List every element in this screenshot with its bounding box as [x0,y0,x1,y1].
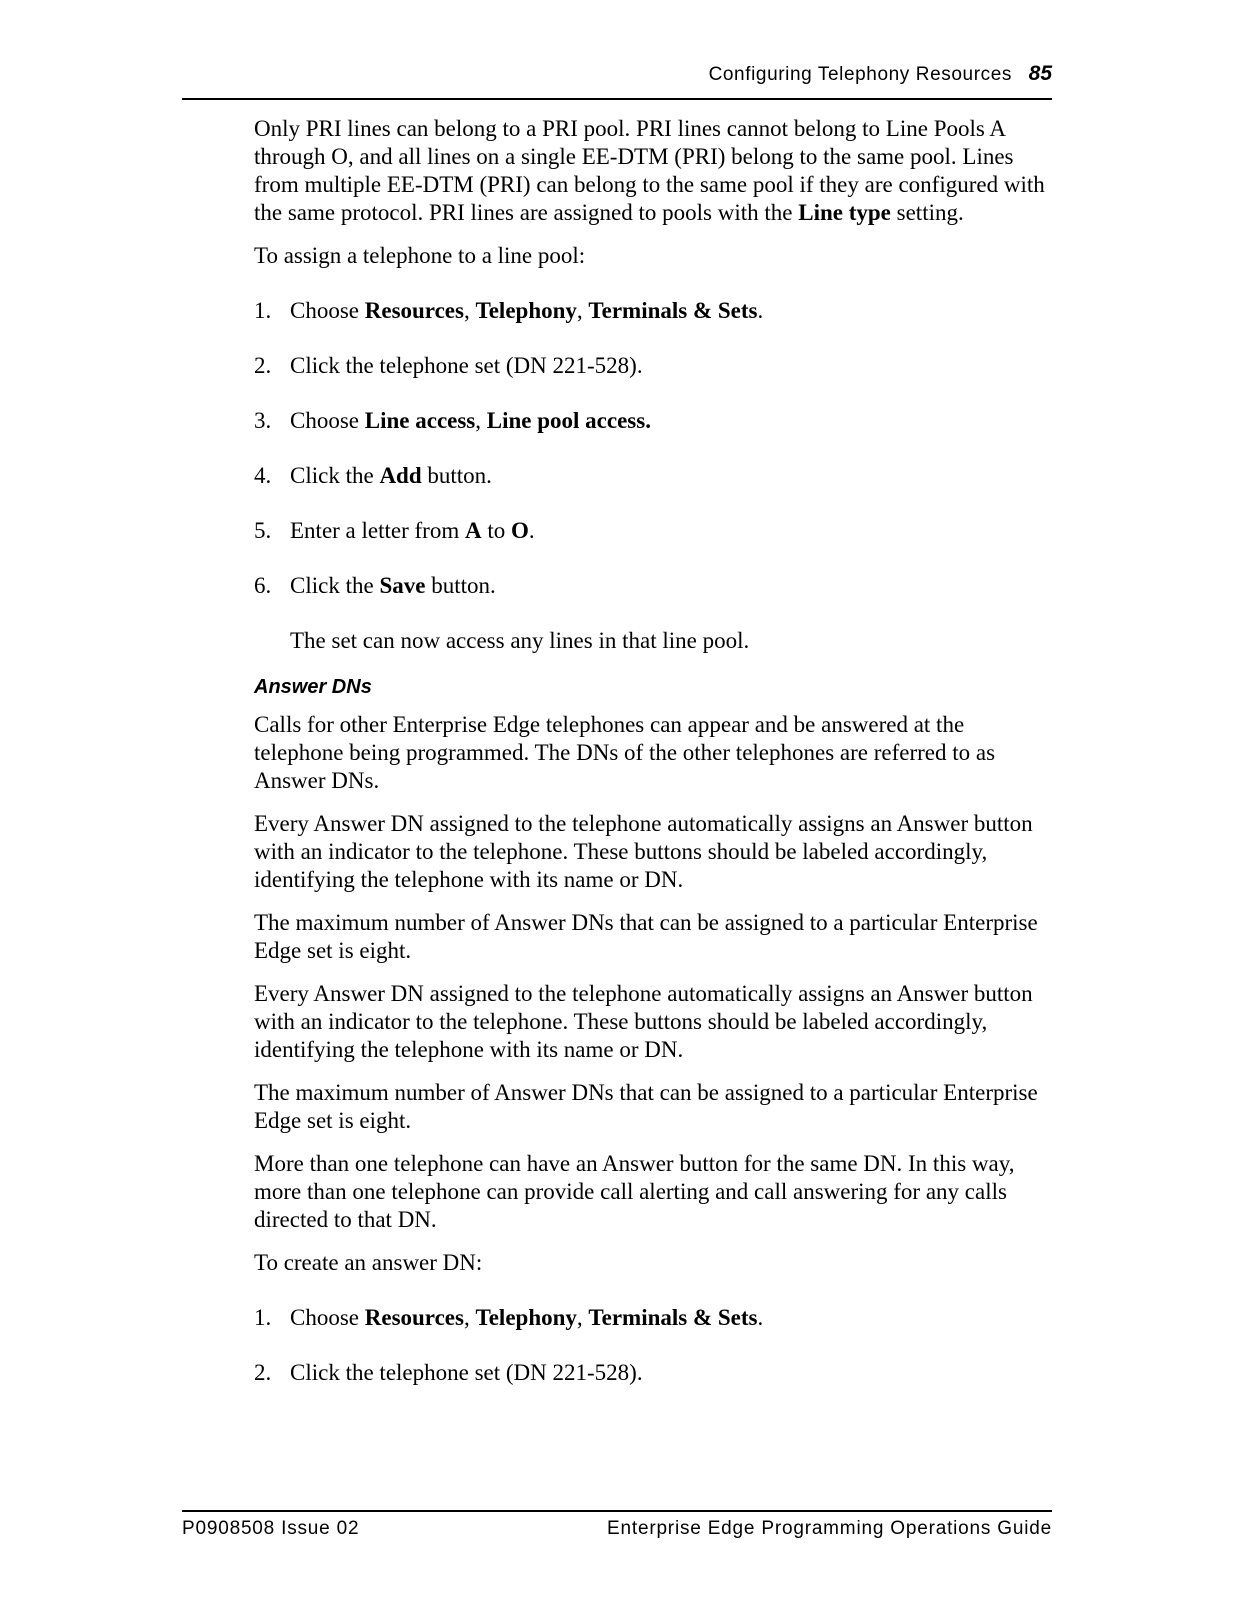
answer-dns-paragraph-3: The maximum number of Answer DNs that can be assigned to a particular Enterprise Edge set is eight. [254,910,1038,963]
menu-terminals-sets: Terminals & Sets [588,298,758,323]
document-title: Enterprise Edge Programming Operations Guide [607,1518,1052,1539]
separator: , [576,298,589,323]
menu-telephony: Telephony [475,298,577,323]
separator: , [475,408,487,433]
separator: , [463,298,476,323]
step-text [290,572,1054,600]
step-text: Click the telephone set (DN 221-528). [290,1360,643,1385]
step-text-part: button. [421,463,492,488]
menu-line-pool-access: Line pool access. [486,408,651,433]
menu-line-access: Line access [364,408,476,433]
menu-terminals-sets: Terminals & Sets [588,1305,758,1330]
step-number: 4. [254,463,272,488]
step-number: 1. [254,298,272,323]
answer-step-2 [254,1359,1054,1387]
step-text [290,407,1054,435]
step-number: 6. [254,573,272,598]
separator: , [463,1305,476,1330]
save-button-label: Save [379,573,426,598]
step-text-part: Choose [290,298,365,323]
step-text-part: Click the [290,573,380,598]
menu-resources: Resources [364,298,464,323]
step-6 [254,572,1054,600]
step-text [290,462,1054,490]
answer-dns-paragraph-6: More than one telephone can have an Answer button for the same DN. In this way, more than one telephone can provide call alerting and call answering for any calls directed to that DN. [254,1151,1015,1232]
answer-step-1 [254,1304,1054,1332]
step-3 [254,407,1054,435]
section-heading-answer-dns: Answer DNs [254,676,372,698]
letter-a: A [464,518,482,543]
menu-resources: Resources [364,1305,464,1330]
separator: , [576,1305,589,1330]
page-header [182,58,1052,100]
intro-paragraph [254,115,1054,227]
step-text [290,297,1054,325]
period: . [757,1305,764,1330]
answer-dns-lead-in: To create an answer DN: [254,1250,483,1275]
step-text-part: Click the [290,463,380,488]
answer-dns-paragraph-4: Every Answer DN assigned to the telephone automatically assigns an Answer button with an indicator to the telephone. These buttons should be labeled accordingly, identifying the telephone with its name or DN. [254,981,1033,1062]
assign-lead-in: To assign a telephone to a line pool: [254,243,586,268]
intro-bold-line-type: Line type [798,200,891,225]
step-text-part: Choose [290,408,365,433]
answer-dns-paragraph-1: Calls for other Enterprise Edge telephones can appear and be answered at the telephone being programmed. The DNs of the other telephones are referred to as Answer DNs. [254,712,996,793]
intro-text: Only PRI lines can belong to a PRI pool. PRI lines cannot belong to Line Pools A through O, and all lines on a single EE-DTM (PRI) belong to the same pool. Lines from multiple EE-DTM (PRI) can belong to the same pool if they are configured with the same protocol. PRI lines are assigned to pools with the [254,116,1045,225]
step-5 [254,517,1054,545]
intro-text-end: setting. [890,200,964,225]
answer-dns-paragraph-5: The maximum number of Answer DNs that can be assigned to a particular Enterprise Edge set is eight. [254,1080,1038,1133]
menu-telephony: Telephony [475,1305,577,1330]
page-content [254,115,1054,1414]
document-id: P0908508 Issue 02 [182,1518,360,1539]
step-4 [254,462,1054,490]
step-text-part: to [481,518,511,543]
page-footer [182,1510,1052,1539]
step-2 [254,352,1054,380]
step-text-part: Choose [290,1305,365,1330]
step-number: 1. [254,1305,272,1330]
step-number: 2. [254,1360,272,1385]
step-text: Click the telephone set (DN 221-528). [290,353,643,378]
step-number: 3. [254,408,272,433]
header-title: Configuring Telephony Resources [708,64,1012,85]
step-text-part: button. [425,573,496,598]
add-button-label: Add [379,463,422,488]
letter-o: O [511,518,529,543]
step-number: 5. [254,518,272,543]
answer-dns-paragraph-2: Every Answer DN assigned to the telephone automatically assigns an Answer button with an indicator to the telephone. These buttons should be labeled accordingly, identifying the telephone with its name or DN. [254,811,1033,892]
step-text [290,517,1054,545]
step-result-note: The set can now access any lines in that line pool. [290,628,750,653]
step-text [290,1304,1054,1332]
period: . [757,298,764,323]
step-number: 2. [254,353,272,378]
period: . [528,518,535,543]
step-1 [254,297,1054,325]
page-number: 85 [1028,62,1052,85]
step-text-part: Enter a letter from [290,518,465,543]
